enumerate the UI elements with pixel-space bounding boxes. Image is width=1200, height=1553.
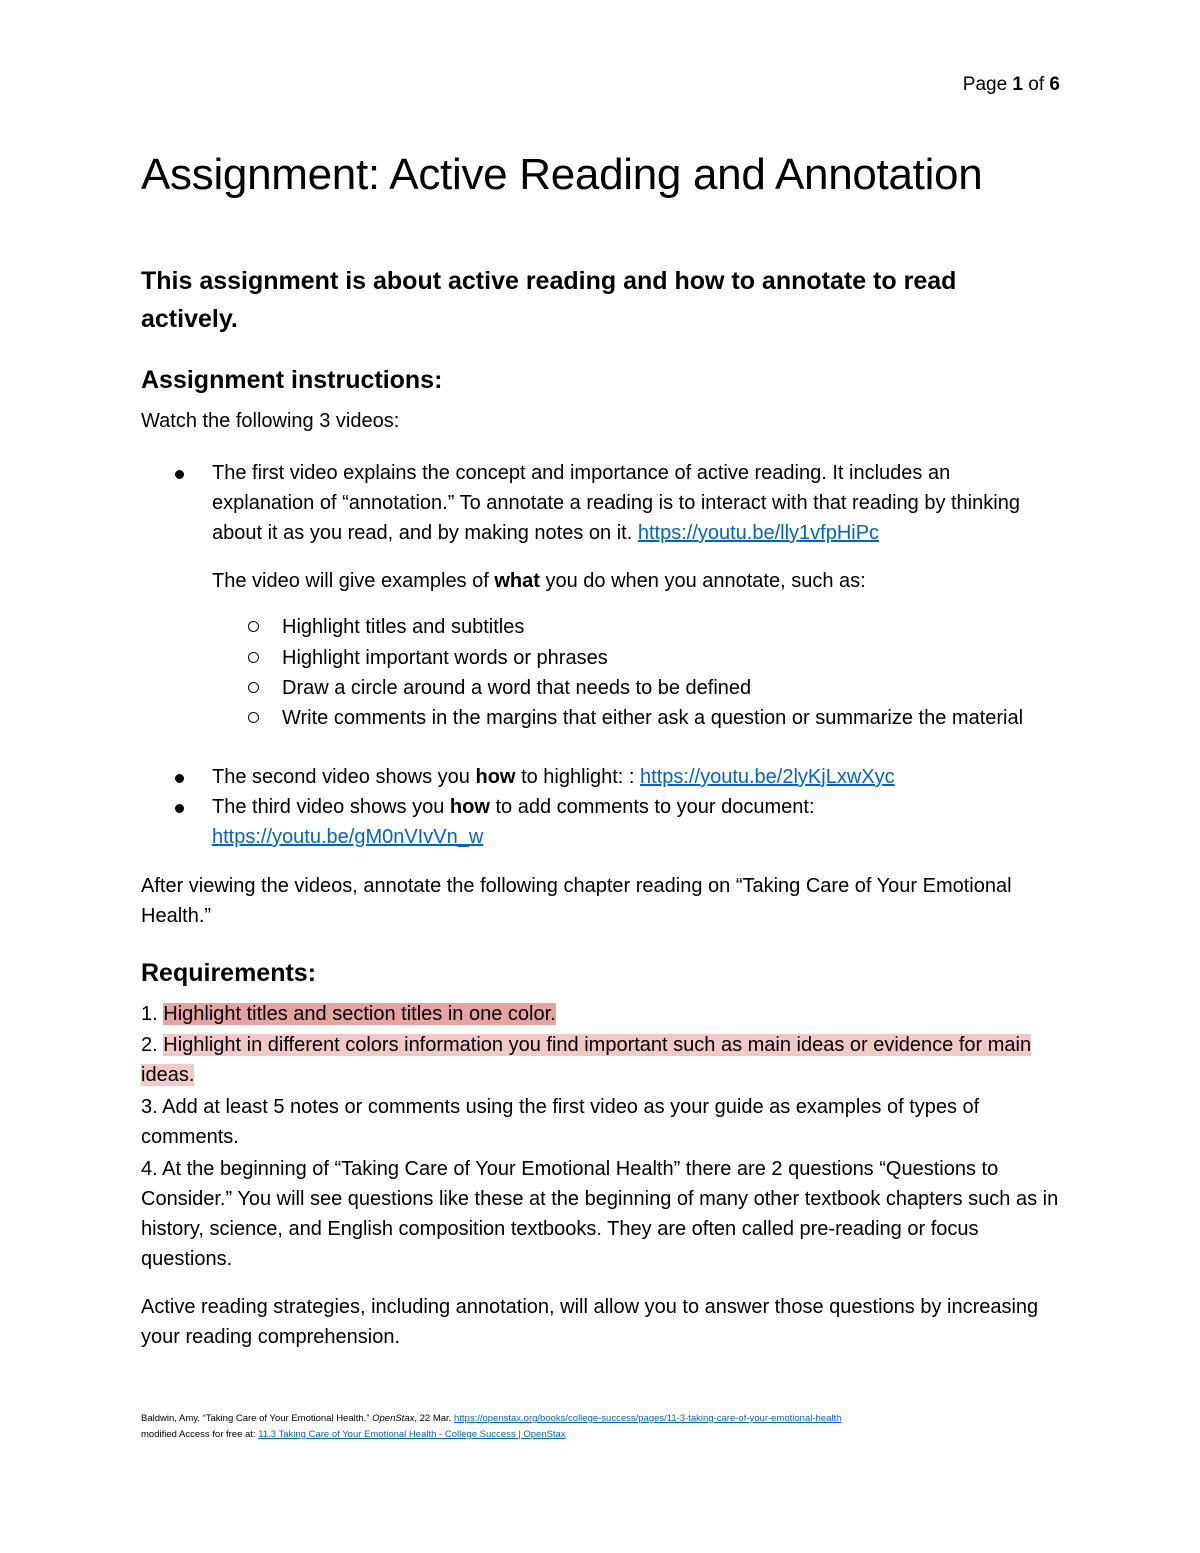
requirement-4: 4. At the beginning of “Taking Care of Your Emotional Health” there are 2 questions “Questions to Consider.” You will see questions like these at the beginning of many other textbook chapters such as in history, science, and English composition textbooks. They are often called pre-reading or focus questions. [141,1158,1059,1270]
examples-intro-text: The video will give examples of [212,570,489,592]
bullet-icon [175,470,184,479]
citation-openstax-link[interactable]: 11.3 Taking Care of Your Emotional Health - College Success | OpenStax [258,1429,566,1440]
list-item-video-1 [212,458,1042,548]
video-1-description: The first video explains the concept and importance of active reading. It includes an explanation of “annotation.” To annotate a reading is to interact with that reading by thinking about it as you read, and by making notes on it. [212,462,1020,544]
sub-list-item [282,703,1052,733]
page-label: Page [962,74,1008,95]
citation-date: , 22 Mar. [414,1413,452,1424]
video-1-link[interactable]: https://youtu.be/lly1vfpHiPc [637,522,880,544]
video-3-text: The third video shows you [212,796,445,818]
citation-url-link[interactable]: https://openstax.org/books/college-success/pages/11-3-taking-care-of-your-emotional-health [453,1413,842,1424]
requirement-2 [141,1030,1061,1090]
list-item-video-2 [212,762,1042,792]
closing-paragraph: Active reading strategies, including annotation, will allow you to answer those questions by increasing your reading comprehension. [141,1296,1039,1348]
video-2-emphasis: how [475,766,516,788]
examples-intro-emphasis: what [494,570,540,592]
page-of: of [1028,74,1045,95]
after-viewing-instruction: After viewing the videos, annotate the following chapter reading on “Taking Care of Your Emotional Health.” [141,875,1012,927]
requirement-number: 1. [141,1003,158,1025]
page-title: Assignment: Active Reading and Annotation [141,150,983,199]
requirement-1-highlighted: Highlight titles and section titles in one color. [163,1003,556,1025]
circle-bullet-icon [248,712,259,723]
bullet-icon [175,804,184,813]
video-2-text: The second video shows you [212,766,470,788]
examples-intro [212,566,866,596]
watch-instruction: Watch the following 3 videos: [141,410,400,432]
circle-bullet-icon [248,621,259,632]
examples-intro-text-end: you do when you annotate, such as: [545,570,866,592]
list-item-video-3 [212,792,1042,852]
page-current: 1 [1012,74,1023,95]
sub-item-text: Write comments in the margins that either ask a question or summarize the material [282,707,1024,729]
requirement-3: 3. Add at least 5 notes or comments using the first video as your guide as examples of types of comments. [141,1096,980,1148]
circle-bullet-icon [248,682,259,693]
citation-footer [141,1411,841,1443]
video-2-text-end: to highlight: : [521,766,635,788]
citation-line-2 [141,1427,841,1443]
video-3-emphasis: how [449,796,490,818]
bullet-icon [175,774,184,783]
citation-source: OpenStax [372,1413,415,1424]
video-3-text-end: to add comments to your document: [495,796,815,818]
citation-line-1 [141,1411,841,1427]
requirement-2-highlighted: Highlight in different colors information you find important such as main ideas or evidence for main ideas. [141,1034,1032,1086]
sub-item-text: Draw a circle around a word that needs to be defined [282,677,752,699]
instructions-heading: Assignment instructions: [141,366,443,394]
sub-list-item [282,673,1052,703]
page-number [963,74,1060,96]
video-3-link[interactable]: https://youtu.be/gM0nVIvVn_w [212,826,484,848]
circle-bullet-icon [248,652,259,663]
sub-list-item [282,612,1052,642]
requirements-heading: Requirements: [141,959,317,987]
citation-access-label: modified Access for free at: [141,1429,256,1440]
sub-item-text: Highlight titles and subtitles [282,616,525,638]
intro-statement: This assignment is about active reading and how to annotate to read actively. [141,267,957,333]
sub-list-item [282,643,1052,673]
requirement-1 [141,999,1061,1029]
requirement-number: 2. [141,1034,158,1056]
page-total: 6 [1049,74,1060,95]
sub-item-text: Highlight important words or phrases [282,647,608,669]
video-2-link[interactable]: https://youtu.be/2lyKjLxwXyc [640,766,895,788]
citation-author-title: Baldwin, Amy. “Taking Care of Your Emotional Health.” [141,1413,370,1424]
